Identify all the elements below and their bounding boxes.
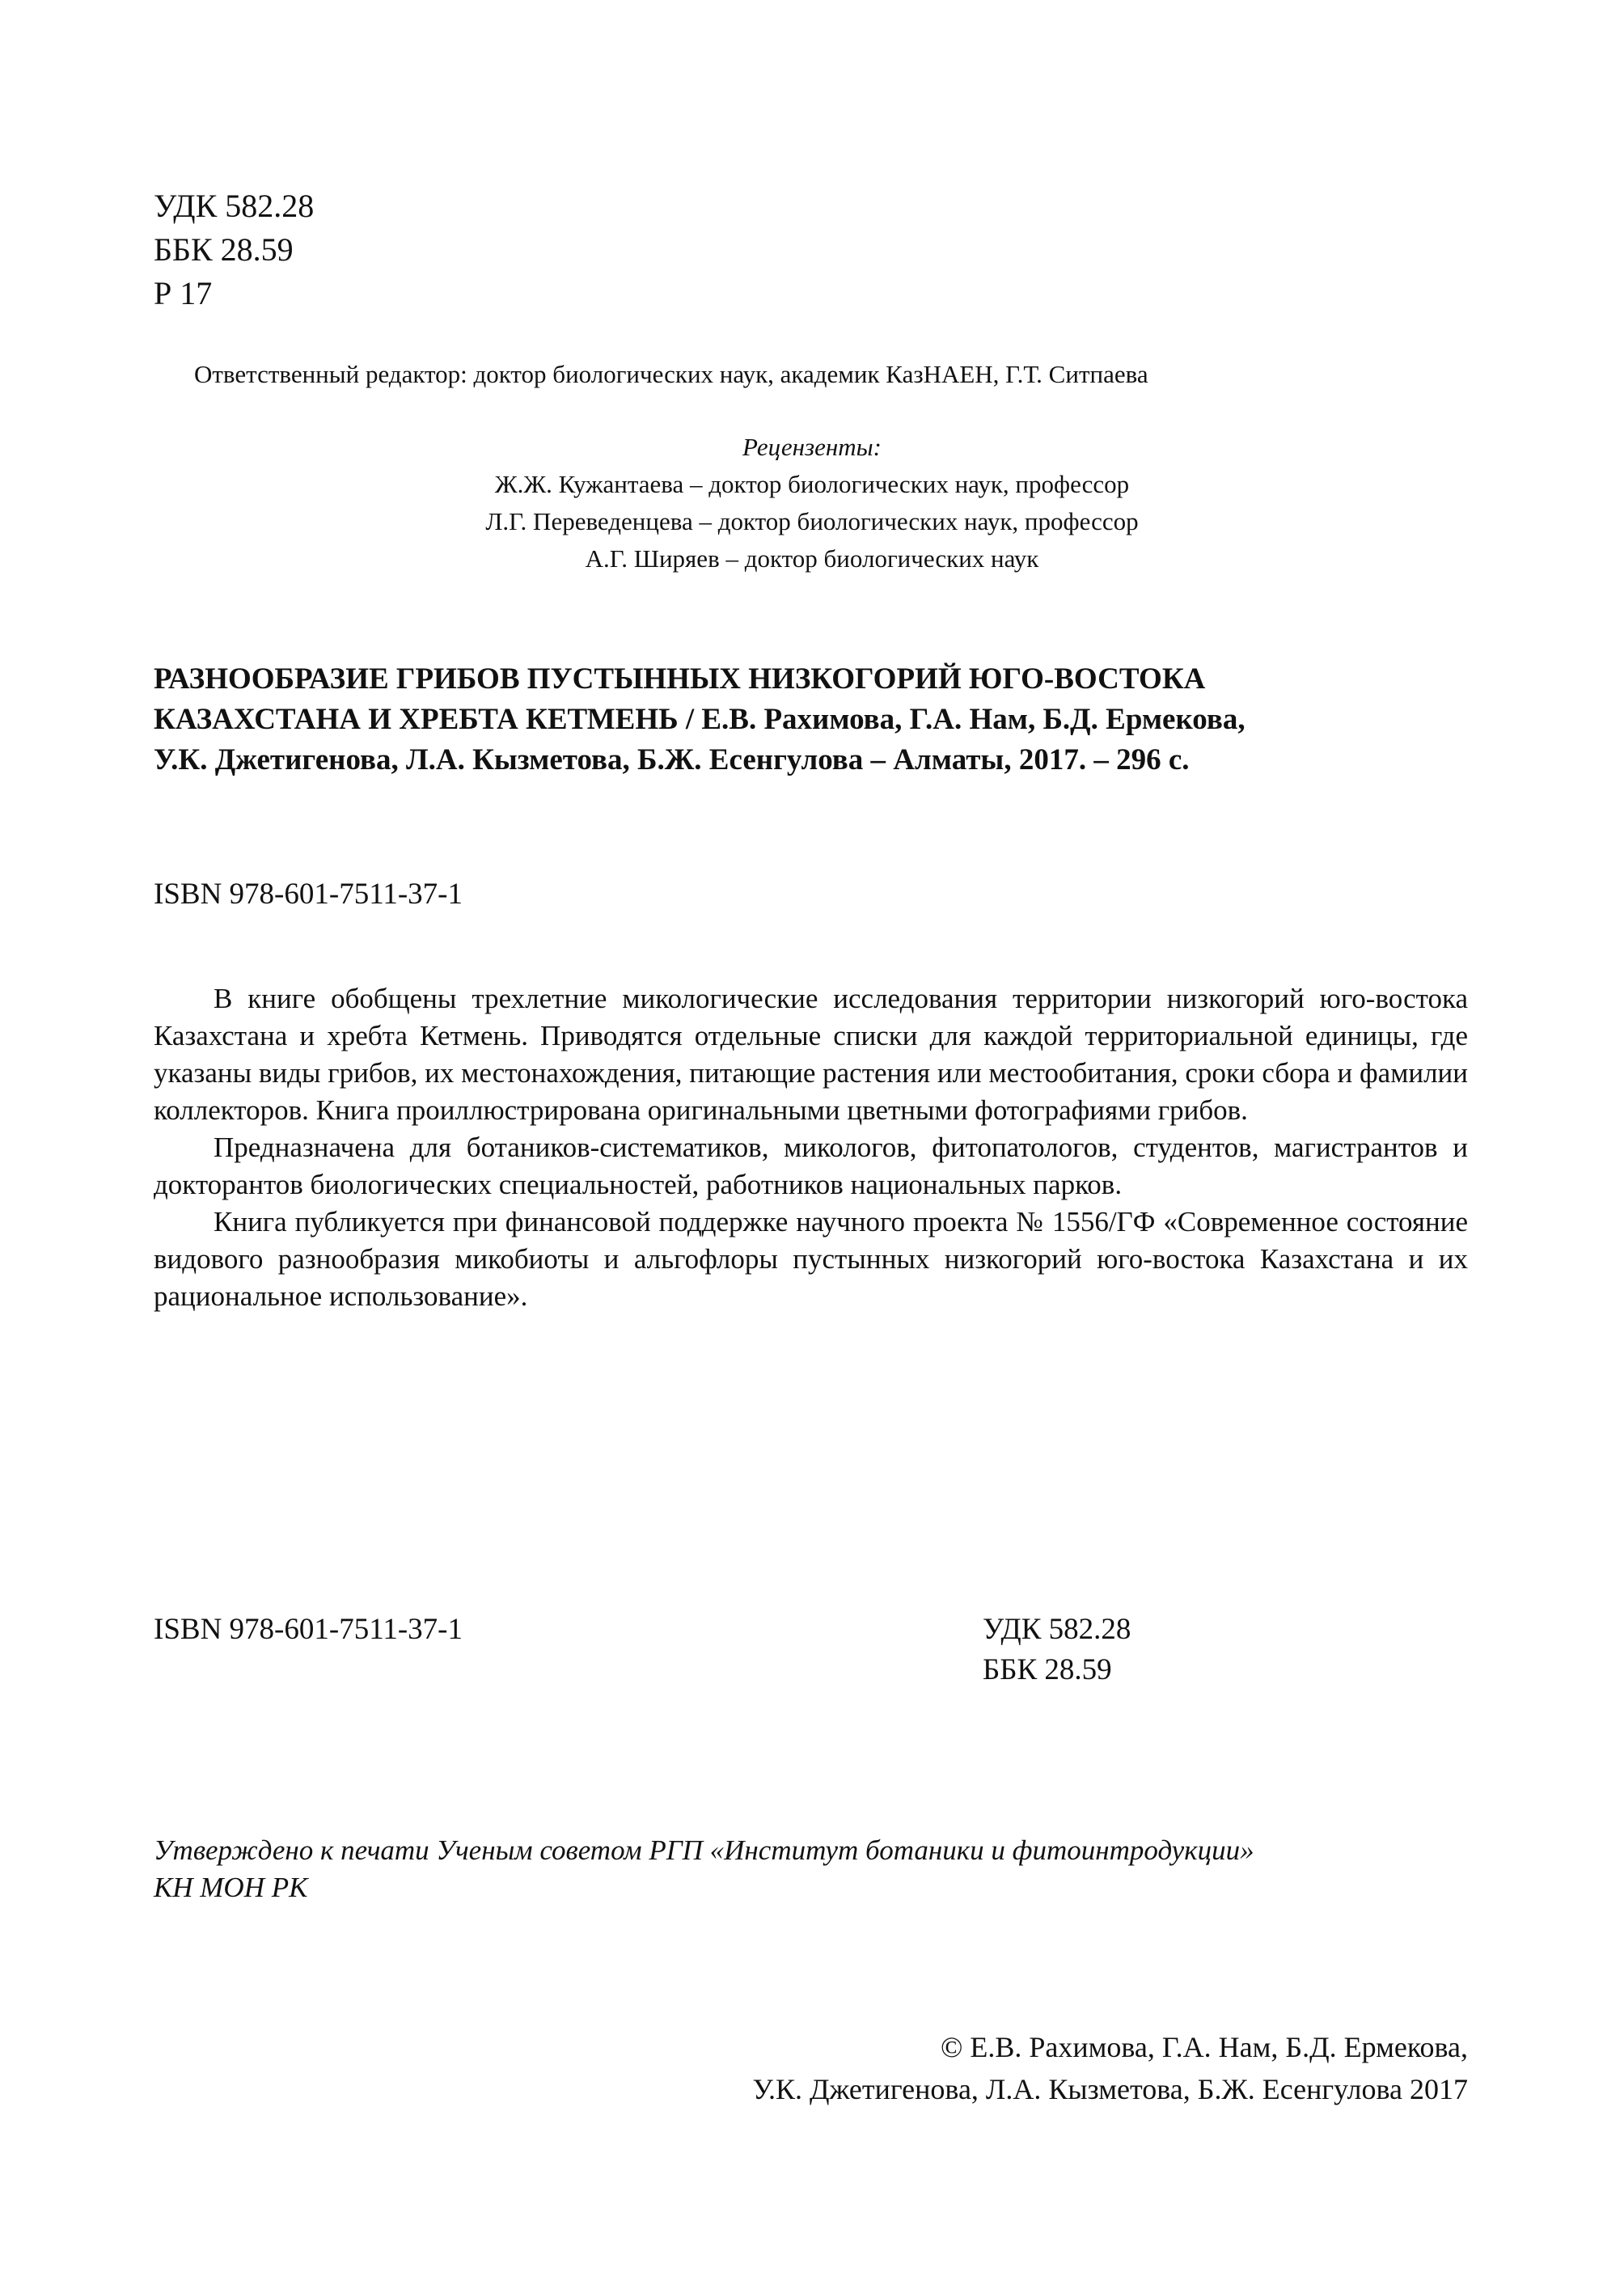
reviewers-title: Рецензенты: xyxy=(742,433,882,461)
abstract-paragraph: В книге обобщены трехлетние микологические исследования территории низкогорий юго-востока Казахстана и хребта Кетмень. Приводятся отдельные списки для каждой территориальной единицы, где указаны виды грибов, их местонахождения, питающие растения или местообитания, сроки сбора и фамилии коллекторов. Книга проиллюстрирована оригинальными цветными фотографиями грибов. xyxy=(154,983,1468,1126)
approval-note xyxy=(154,1832,1254,1906)
approval-line: КН МОН РК xyxy=(154,1872,308,1903)
reviewers-block xyxy=(0,429,1624,577)
copyright-line: У.К. Джетигенова, Л.А. Кызметова, Б.Ж. Есенгулова 2017 xyxy=(752,2073,1468,2105)
udk-code-bottom: УДК 582.28 xyxy=(983,1613,1131,1646)
copyright-notice xyxy=(752,2026,1468,2110)
isbn-number: ISBN 978-601-7511-37-1 xyxy=(154,878,463,911)
bbk-code-bottom: ББК 28.59 xyxy=(983,1653,1112,1686)
abstract-paragraph: Предназначена для ботаников-систематиков, микологов, фитопатологов, студентов, магистрантов и докторантов биологических специальностей, работников национальных парков. xyxy=(154,1132,1468,1200)
approval-line: Утверждено к печати Ученым советом РГП «Институт ботаники и фитоинтродукции» xyxy=(154,1834,1254,1866)
bib-line: У.К. Джетигенова, Л.А. Кызметова, Б.Ж. Есенгулова – Алматы, 2017. – 296 с. xyxy=(154,743,1190,776)
copyright-line: © Е.В. Рахимова, Г.А. Нам, Б.Д. Ермекова, xyxy=(940,2031,1468,2063)
abstract-paragraph: Книга публикуется при финансовой поддержке научного проекта № 1556/ГФ «Современное состояние видового разнообразия микобиоты и альгофлоры пустынных низкогорий юго-востока Казахстана и их рациональное использование». xyxy=(154,1206,1468,1312)
reviewer-item: Ж.Ж. Кужантаева – доктор биологических наук, профессор xyxy=(494,470,1130,498)
isbn-number-bottom: ISBN 978-601-7511-37-1 xyxy=(154,1613,463,1646)
reviewer-item: Л.Г. Переведенцева – доктор биологических наук, профессор xyxy=(485,507,1139,535)
classification-codes xyxy=(154,184,314,315)
classification-codes-bottom xyxy=(983,1610,1131,1690)
author-mark: Р 17 xyxy=(154,275,213,311)
udk-code: УДК 582.28 xyxy=(154,188,315,224)
bib-line: КАЗАХСТАНА И ХРЕБТА КЕТМЕНЬ / Е.В. Рахимова, Г.А. Нам, Б.Д. Ермекова, xyxy=(154,703,1245,736)
bbk-code: ББК 28.59 xyxy=(154,231,294,268)
responsible-editor: Ответственный редактор: доктор биологических наук, академик КазНАЕН, Г.Т. Ситпаева xyxy=(194,360,1148,388)
abstract xyxy=(154,980,1468,1315)
bibliographic-description xyxy=(154,659,1464,781)
bib-line: РАЗНООБРАЗИЕ ГРИБОВ ПУСТЫННЫХ НИЗКОГОРИЙ ЮГО-ВОСТОКА xyxy=(154,662,1206,696)
reviewer-item: А.Г. Ширяев – доктор биологических наук xyxy=(585,544,1039,573)
